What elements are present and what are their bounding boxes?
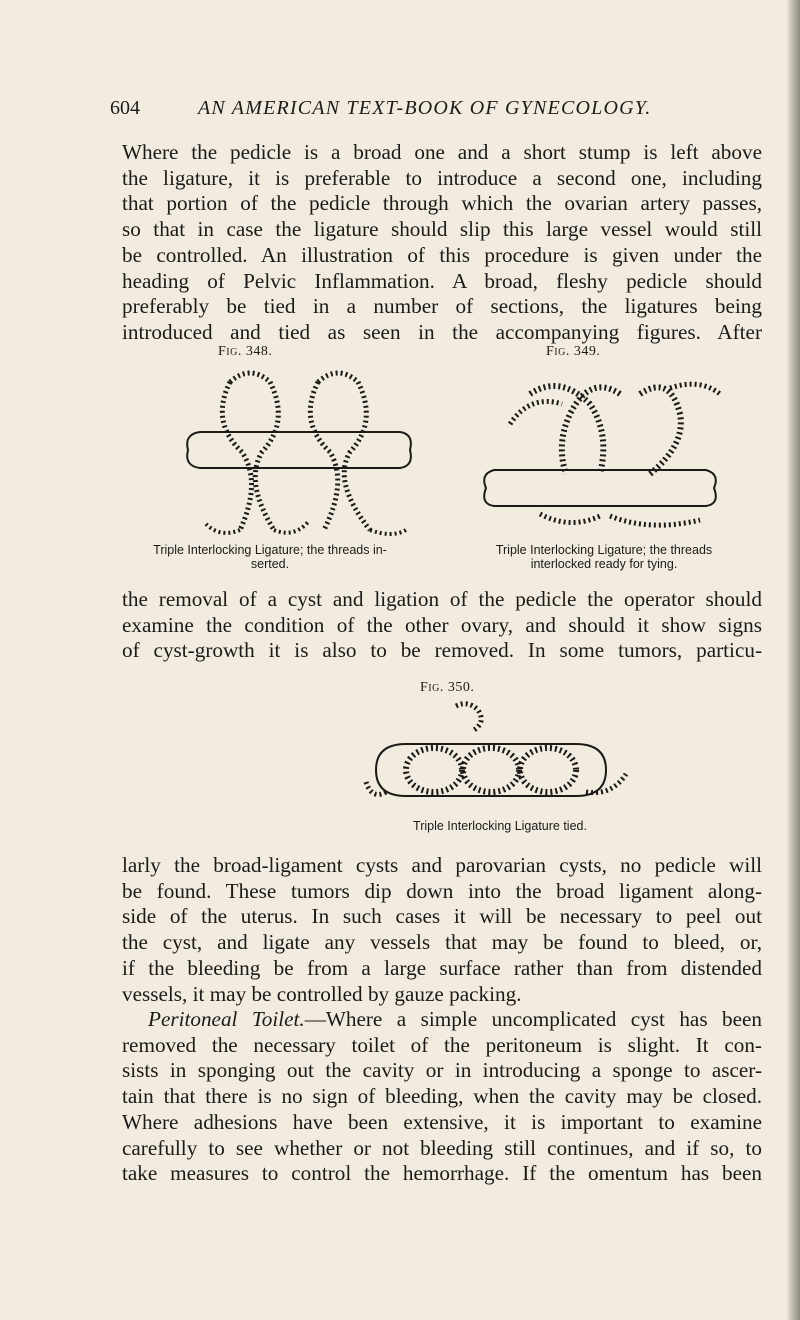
text-line: removed the necessary toilet of the peritoneum is slight. It con- (122, 1032, 762, 1057)
text-line: Where adhesions have been extensive, it is important to examine (122, 1109, 762, 1134)
text-line: examine the condition of the other ovary, and should it show signs (122, 612, 762, 637)
text-line: heading of Pelvic Inflammation. A broad, fleshy pedicle should (122, 268, 762, 293)
figure-350-caption: Triple Interlocking Ligature tied. (413, 819, 587, 833)
figure-350-illustration (346, 700, 636, 808)
text-line: preferably be tied in a number of sections, the ligatures being (122, 294, 762, 319)
text-line: be found. These tumors dip down into the broad ligament along- (122, 878, 762, 903)
paragraph-3 (122, 853, 762, 1007)
text-line: of cyst-growth it is also to be removed. In some tumors, particu- (122, 638, 762, 663)
section-heading: Peritoneal Toilet. (148, 1007, 305, 1031)
text-line: sists in sponging out the cavity or in introducing a sponge to ascer- (122, 1058, 762, 1083)
figure-350-label: Fig. 350. (420, 680, 475, 695)
paragraph-4 (122, 1007, 762, 1187)
text-line: the cyst, and ligate any vessels that may be found to bleed, or, (122, 930, 762, 955)
running-title: AN AMERICAN TEXT-BOOK OF GYNECOLOGY. (198, 97, 652, 119)
figure-348-illustration (170, 362, 430, 538)
text-line: that portion of the pedicle through which the ovarian artery passes, (122, 191, 762, 216)
paragraph-2 (122, 587, 762, 664)
paragraph-1 (122, 140, 762, 346)
text-line: so that in case the ligature should slip this large vessel would still (122, 217, 762, 242)
text-line: the removal of a cyst and ligation of the pedicle the operator should (122, 587, 762, 611)
text-line: introduced and tied as seen in the accompanying figures. After (122, 319, 762, 344)
page-header (110, 97, 770, 127)
text-line: take measures to control the hemorrhage. If the omentum has been (122, 1161, 762, 1186)
text-line: be controlled. An illustration of this procedure is given under the (122, 242, 762, 267)
text-line: larly the broad-ligament cysts and parovarian cysts, no pedicle will (122, 853, 762, 877)
text-line: side of the uterus. In such cases it will be necessary to peel out (122, 904, 762, 929)
figure-349-caption (468, 543, 740, 571)
figure-348-label: Fig. 348. (218, 344, 273, 359)
page-number: 604 (110, 97, 140, 119)
caption-line: interlocked ready for tying. (530, 557, 678, 571)
caption-line: Triple Interlocking Ligature; the threads (495, 543, 713, 557)
figure-349-illustration (470, 364, 740, 536)
page-edge-shadow (786, 0, 800, 1320)
figure-348-caption (134, 543, 406, 571)
caption-line: Triple Interlocking Ligature; the threads in- (153, 543, 387, 557)
text-line: the ligature, it is preferable to introduce a second one, including (122, 165, 762, 190)
figure-349-label: Fig. 349. (546, 344, 601, 359)
text-line: if the bleeding be from a large surface rather than from distended (122, 955, 762, 980)
caption-line: serted. (250, 557, 290, 571)
text-line: tain that there is no sign of bleeding, when the cavity may be closed. (122, 1084, 762, 1109)
text-line (122, 1007, 762, 1033)
text-fragment: —Where a simple uncomplicated cyst has been (304, 1007, 763, 1031)
text-line: Where the pedicle is a broad one and a short stump is left above (122, 140, 762, 164)
text-line: carefully to see whether or not bleeding still continues, and if so, to (122, 1135, 762, 1160)
text-line: vessels, it may be controlled by gauze packing. (122, 981, 522, 1006)
